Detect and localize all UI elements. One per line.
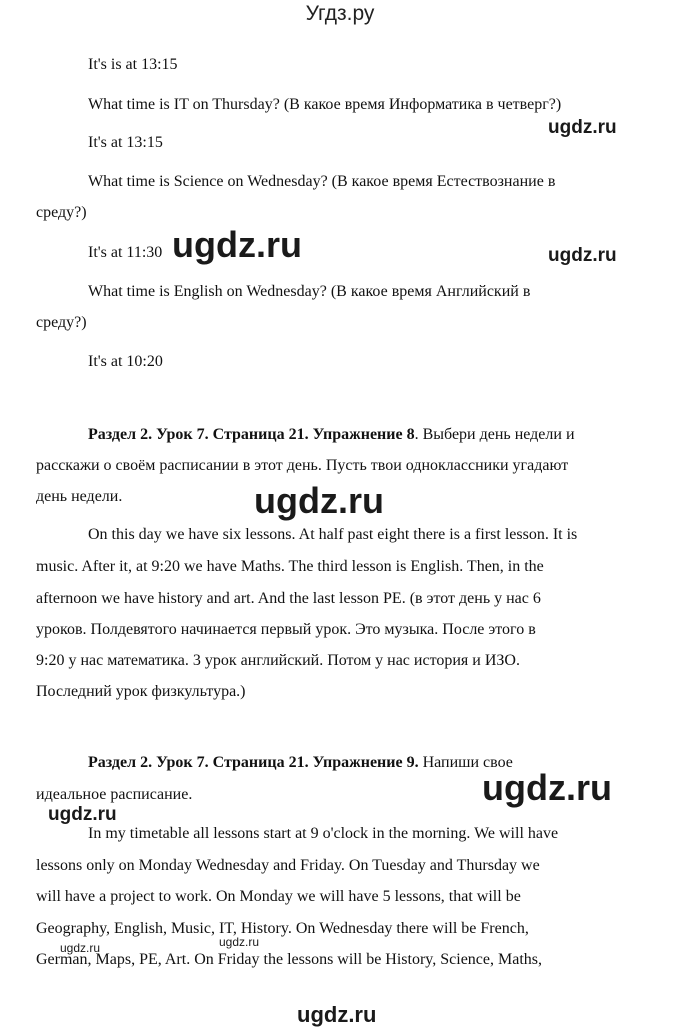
exercise8-task-line3: день недели. [36, 488, 123, 505]
watermark: ugdz.ru [548, 245, 617, 266]
exercise9-answer-line: Geography, English, Music, IT, History. On Wednesday there will be French, [36, 920, 529, 937]
exercise8-heading: Раздел 2. Урок 7. Страница 21. Упражнение 8 [88, 426, 415, 443]
exercise8-answer-line: 9:20 у нас математика. 3 урок английский. Потом у нас история и ИЗО. [36, 652, 520, 669]
exercise9-heading: Раздел 2. Урок 7. Страница 21. Упражнение 9. [88, 754, 419, 771]
answer-line: It's is at 13:15 [88, 56, 178, 73]
question-line: What time is Science on Wednesday? (В какое время Естествознание в [88, 173, 556, 190]
watermark: ugdz.ru [482, 767, 612, 808]
exercise9-answer-line: lessons only on Monday Wednesday and Friday. On Tuesday and Thursday we [36, 857, 540, 874]
question-line: What time is English on Wednesday? (В какое время Английский в [88, 283, 531, 300]
exercise9-answer-line: will have a project to work. On Monday we will have 5 lessons, that will be [36, 888, 521, 905]
exercise9-answer-line: German, Maps, PE, Art. On Friday the lessons will be History, Science, Maths, [36, 951, 543, 968]
watermark: ugdz.ru [48, 804, 117, 825]
exercise8-answer-line: уроков. Полдевятого начинается первый урок. Это музыка. После этого в [36, 621, 536, 638]
exercise8-answer-line: afternoon we have history and art. And the last lesson PE. (в этот день у нас 6 [36, 590, 541, 607]
exercise8-task-line1 [88, 426, 575, 444]
watermark: ugdz.ru [172, 224, 302, 265]
site-title: Угдз.ру [305, 2, 375, 25]
watermark: ugdz.ru [254, 480, 384, 521]
answer-line: It's at 13:15 [88, 134, 163, 151]
question-line: What time is IT on Thursday? (В какое время Информатика в четверг?) [88, 96, 562, 113]
exercise9-task-line1 [88, 754, 513, 772]
exercise8-answer-line: On this day we have six lessons. At half past eight there is a first lesson. It is [88, 526, 578, 543]
exercise8-task-line2: расскажи о своём расписании в этот день. Пусть твои одноклассники угадают [36, 457, 569, 474]
watermark: ugdz.ru [60, 941, 101, 955]
question-line: среду?) [36, 314, 87, 331]
exercise8-answer-line: Последний урок физкультура.) [36, 683, 246, 700]
exercise9-task-line2: идеальное расписание. [36, 786, 193, 803]
question-line: среду?) [36, 204, 87, 221]
exercise9-answer-line: In my timetable all lessons start at 9 o'clock in the morning. We will have [88, 825, 559, 842]
watermark: ugdz.ru [297, 1002, 377, 1027]
watermark: ugdz.ru [548, 117, 617, 138]
exercise8-answer-line: music. After it, at 9:20 we have Maths. The third lesson is English. Then, in the [36, 558, 544, 575]
exercise9-task: Напиши свое [418, 754, 513, 771]
answer-line: It's at 11:30 [88, 244, 163, 261]
watermark: ugdz.ru [219, 935, 260, 949]
answer-line: It's at 10:20 [88, 353, 163, 370]
exercise8-task: . Выбери день недели и [414, 426, 575, 443]
